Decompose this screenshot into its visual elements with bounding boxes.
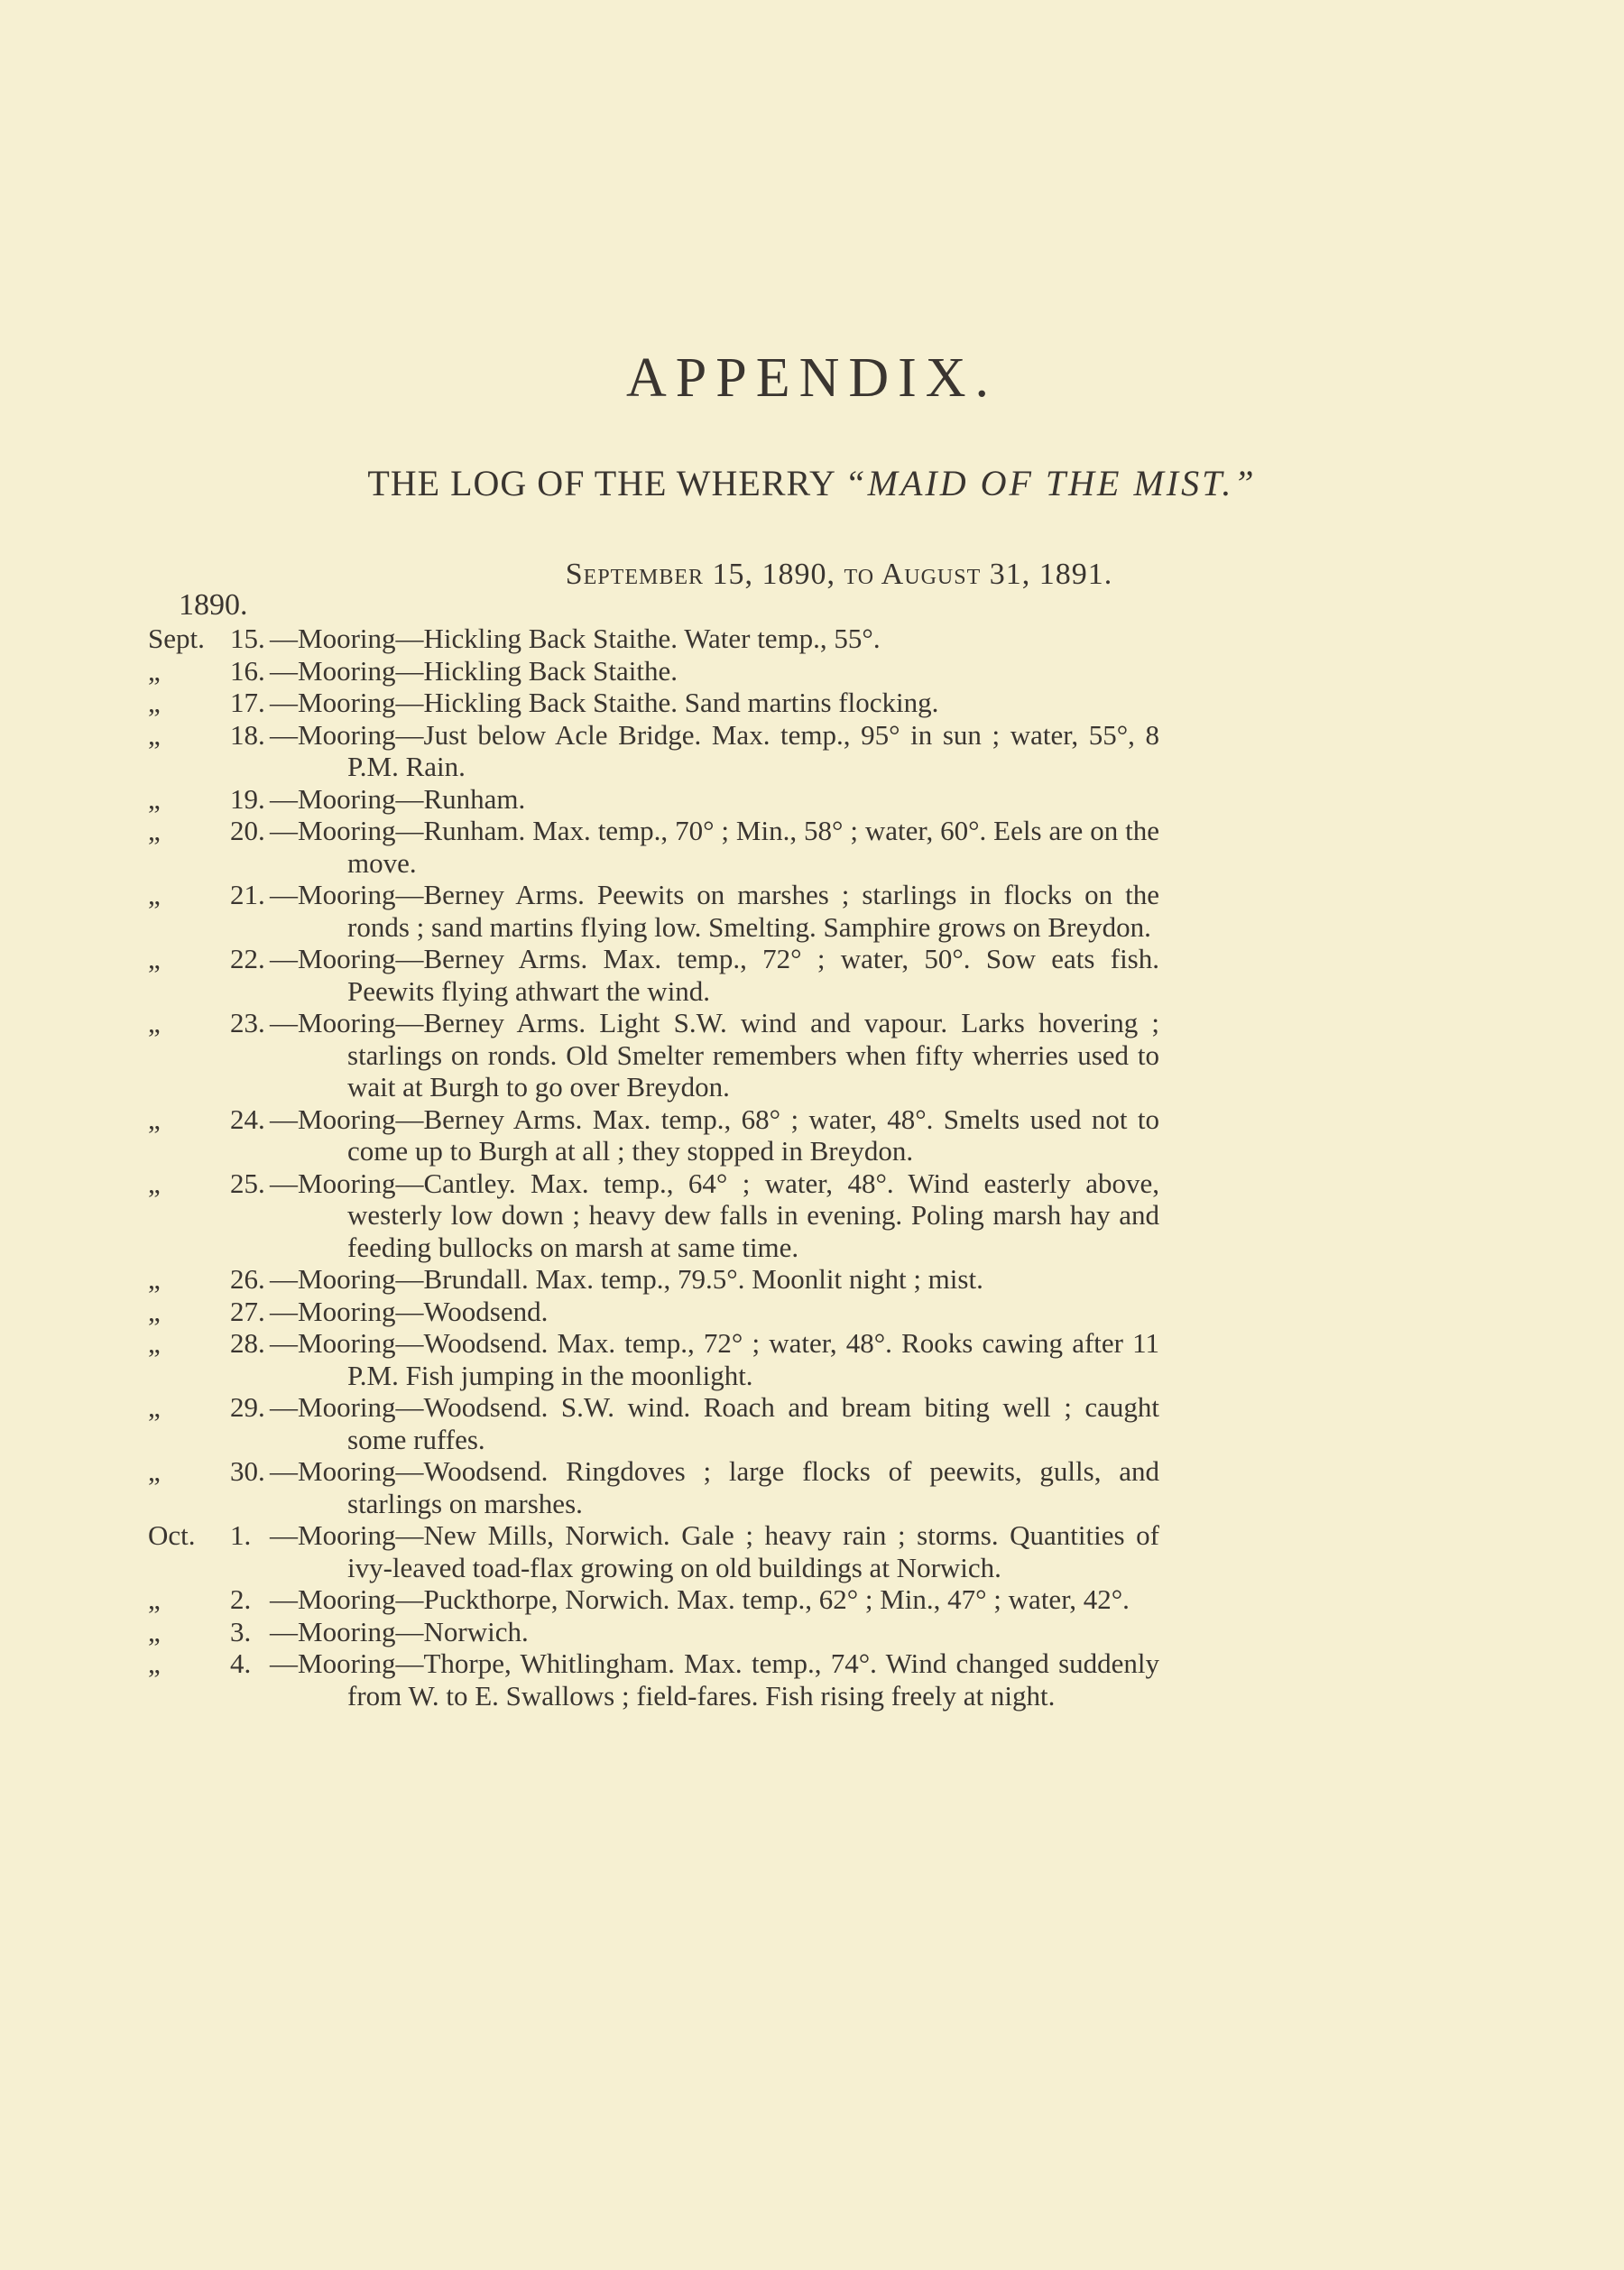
entry-month: „	[148, 1295, 161, 1327]
entry-body	[230, 815, 1159, 879]
entry-body	[230, 1583, 1159, 1616]
entry-month: „	[148, 1103, 161, 1135]
entry-text: —Mooring—Berney Arms. Max. temp., 72° ; water, 50°. Sow eats fish. Peewits flying athwart the wind.	[270, 943, 1159, 1007]
entry-month: „	[148, 782, 161, 815]
entry-month: „	[148, 815, 161, 846]
entry-month: „	[148, 687, 161, 718]
log-entry	[0, 655, 1624, 687]
entry-text: —Mooring—Woodsend.	[270, 1295, 549, 1327]
year-label: 1890.	[179, 588, 248, 622]
entry-body	[230, 687, 1159, 719]
entry-text: —Mooring—Puckthorpe, Norwich. Max. temp., 62° ; Min., 47° ; water, 42°.	[270, 1583, 1130, 1615]
entry-day: 3.	[230, 1615, 252, 1647]
entry-body	[230, 782, 1159, 816]
entry-day: 25.	[230, 1167, 265, 1199]
entry-body	[230, 1167, 1159, 1264]
entry-body	[230, 1295, 1159, 1328]
entry-day: 23.	[230, 1007, 265, 1038]
entry-text: —Mooring—Hickling Back Staithe. Sand martins flocking.	[270, 687, 939, 718]
log-title	[0, 462, 1624, 504]
entry-text: —Mooring—Woodsend. Max. temp., 72° ; water, 48°. Rooks cawing after 11 P.M. Fish jumping in the moonlight.	[270, 1327, 1159, 1391]
entry-month: „	[148, 1583, 161, 1615]
log-entry	[0, 1296, 1624, 1328]
entry-body	[230, 623, 1159, 655]
entry-month: „	[148, 1327, 161, 1359]
log-title-vessel: “MAID OF THE MIST.”	[844, 463, 1257, 503]
log-entry	[0, 1327, 1624, 1391]
entry-text: —Mooring—Norwich.	[270, 1615, 529, 1647]
entry-month: „	[148, 1647, 161, 1679]
entry-text: —Mooring—Cantley. Max. temp., 64° ; water, 48°. Wind easterly above, westerly low down ; heavy dew falls in evening. Poling marsh hay and feeding bullocks on marsh at same time.	[270, 1167, 1159, 1263]
entry-body	[230, 1327, 1159, 1391]
entry-text: —Mooring—Woodsend. S.W. wind. Roach and bream biting well ; caught some ruffes.	[270, 1391, 1159, 1455]
entry-day: 30.	[230, 1455, 265, 1487]
log-entry	[0, 1167, 1624, 1264]
log-entry	[0, 1391, 1624, 1455]
log-title-plain: THE LOG OF THE WHERRY	[367, 463, 845, 503]
entry-month: Sept.	[148, 623, 205, 654]
entry-day: 28.	[230, 1327, 265, 1359]
entry-text: —Mooring—Thorpe, Whitlingham. Max. temp., 74°. Wind changed suddenly from W. to E. Swallows ; field-fares. Fish rising freely at night.	[270, 1647, 1159, 1712]
appendix-heading: APPENDIX.	[625, 347, 999, 409]
entry-day: 29.	[230, 1391, 265, 1423]
log-entry	[0, 687, 1624, 719]
entry-day: 16.	[230, 654, 265, 687]
date-range: September 15, 1890, to August 31, 1891.	[565, 558, 1113, 591]
entry-text: —Mooring—New Mills, Norwich. Gale ; heavy rain ; storms. Quantities of ivy-leaved toad-flax growing on old buildings at Norwich.	[270, 1519, 1159, 1583]
log-entry	[0, 815, 1624, 879]
entry-day: 4.	[230, 1647, 252, 1679]
entry-day: 24.	[230, 1103, 265, 1135]
entry-month: „	[148, 718, 161, 751]
entry-month: „	[148, 1615, 161, 1647]
entry-body	[230, 1391, 1159, 1455]
entry-text: —Mooring—Hickling Back Staithe.	[270, 654, 678, 687]
entry-text: —Mooring—Berney Arms. Max. temp., 68° ; water, 48°. Smelts used not to come up to Burgh at all ; they stopped in Breydon.	[270, 1103, 1159, 1167]
log-entry	[0, 943, 1624, 1007]
log-entry	[0, 1263, 1624, 1296]
log-entry	[0, 879, 1624, 943]
log-entry	[0, 1583, 1624, 1616]
entry-text: —Mooring—Runham.	[270, 782, 526, 815]
log-entry	[0, 1519, 1624, 1583]
entry-day: 17.	[230, 687, 265, 718]
log-entry	[0, 623, 1624, 655]
entry-day: 18.	[230, 718, 265, 751]
log-entries	[0, 623, 1624, 1712]
entry-month: „	[148, 1263, 161, 1295]
entry-body	[230, 1519, 1159, 1583]
log-entry	[0, 1007, 1624, 1103]
log-entry	[0, 1647, 1624, 1712]
entry-month: „	[148, 1007, 161, 1038]
entry-text: —Mooring—Berney Arms. Peewits on marshes ; starlings in flocks on the ronds ; sand martins flying low. Smelting. Samphire grows on Breydon.	[270, 879, 1159, 943]
entry-day: 22.	[230, 943, 265, 974]
entry-month: „	[148, 1391, 161, 1423]
entry-day: 27.	[230, 1295, 265, 1327]
entry-body	[230, 1103, 1159, 1167]
entry-body	[230, 1455, 1159, 1519]
log-entry	[0, 719, 1624, 783]
entry-body	[230, 718, 1159, 783]
entry-text: —Mooring—Just below Acle Bridge. Max. temp., 95° in sun ; water, 55°, 8 P.M. Rain.	[270, 718, 1159, 782]
entry-month: „	[148, 654, 161, 687]
entry-body	[230, 1647, 1159, 1712]
entry-body	[230, 1615, 1159, 1648]
entry-body	[230, 943, 1159, 1007]
entry-day: 26.	[230, 1263, 265, 1295]
entry-body	[230, 654, 1159, 687]
entry-month: „	[148, 1455, 161, 1487]
log-entry	[0, 1616, 1624, 1648]
entry-text: —Mooring—Hickling Back Staithe. Water temp., 55°.	[270, 623, 881, 654]
entry-month: „	[148, 943, 161, 974]
entry-text: —Mooring—Woodsend. Ringdoves ; large flocks of peewits, gulls, and starlings on marshes.	[270, 1455, 1159, 1519]
entry-month: „	[148, 1167, 161, 1199]
entry-day: 1.	[230, 1519, 252, 1551]
entry-body	[230, 1007, 1159, 1103]
entry-day: 20.	[230, 815, 265, 846]
entry-text: —Mooring—Brundall. Max. temp., 79.5°. Moonlit night ; mist.	[270, 1263, 983, 1295]
entry-body	[230, 879, 1159, 943]
entry-day: 15.	[230, 623, 265, 654]
log-entry	[0, 783, 1624, 816]
log-entry	[0, 1103, 1624, 1167]
entry-day: 21.	[230, 879, 265, 910]
entry-text: —Mooring—Runham. Max. temp., 70° ; Min., 58° ; water, 60°. Eels are on the move.	[270, 815, 1159, 879]
entry-text: —Mooring—Berney Arms. Light S.W. wind and vapour. Larks hovering ; starlings on ronds. Old Smelter remembers when fifty wherries used to wait at Burgh to go over Breydon.	[270, 1007, 1159, 1103]
entry-month: „	[148, 879, 161, 910]
entry-body	[230, 1263, 1159, 1296]
entry-day: 19.	[230, 782, 265, 815]
entry-day: 2.	[230, 1583, 252, 1615]
log-entry	[0, 1455, 1624, 1519]
entry-month: Oct.	[148, 1519, 196, 1551]
